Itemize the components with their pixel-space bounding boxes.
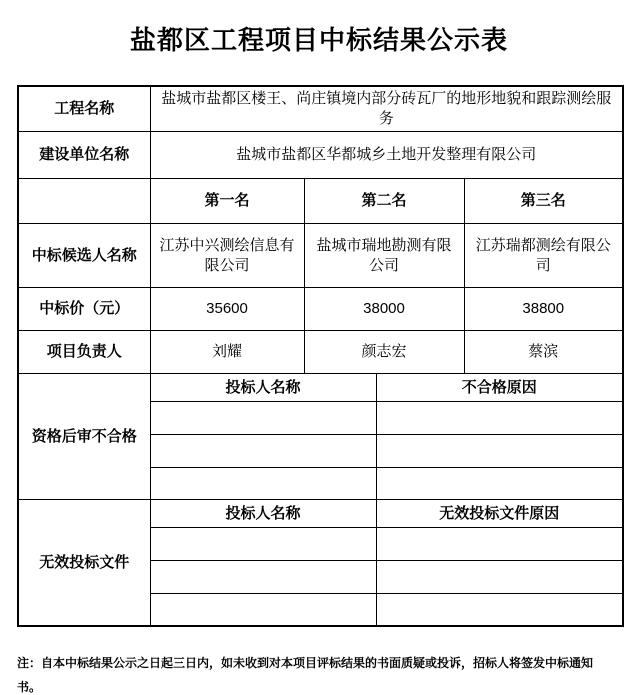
table-row (18, 500, 623, 528)
rank-header-1: 第一名 (150, 179, 304, 224)
bid-results-table (17, 85, 624, 627)
price-2: 38000 (304, 288, 464, 331)
unqualified-reason-empty-cell (376, 435, 623, 468)
table-row (18, 132, 623, 179)
unqualified-reason-empty-cell (376, 402, 623, 435)
rank-header-2: 第二名 (304, 179, 464, 224)
price-1: 35600 (150, 288, 304, 331)
unqualified-bidder-empty-cell (150, 468, 376, 500)
table-row (18, 288, 623, 331)
invalid-reason-empty-cell (376, 561, 623, 594)
invalid-reason-header: 无效投标文件原因 (376, 500, 623, 528)
project-name-value: 盐城市盐都区楼王、尚庄镇境内部分砖瓦厂的地形地貌和跟踪测绘服务 (150, 86, 623, 132)
invalid-reason-empty-cell (376, 528, 623, 561)
table-row (18, 374, 623, 402)
rank-header-3: 第三名 (464, 179, 623, 224)
table-row (18, 179, 623, 224)
unqualified-section-label: 资格后审不合格 (18, 374, 150, 500)
footnote: 注：自本中标结果公示之日起三日内，如未收到对本项目评标结果的书面质疑或投诉，招标人将签发中标通知书。 (17, 655, 594, 694)
invalid-bidder-header: 投标人名称 (150, 500, 376, 528)
invalid-bidder-empty-cell (150, 528, 376, 561)
leader-3: 蔡滨 (464, 331, 623, 374)
price-3: 38800 (464, 288, 623, 331)
unqualified-reason-header: 不合格原因 (376, 374, 623, 402)
project-name-label: 工程名称 (18, 86, 150, 132)
unqualified-bidder-empty-cell (150, 402, 376, 435)
owner-name-value: 盐城市盐都区华都城乡土地开发整理有限公司 (150, 132, 623, 179)
page-title: 盐都区工程项目中标结果公示表 (129, 25, 508, 55)
invalid-bidder-empty-cell (150, 594, 376, 626)
unqualified-bidder-empty-cell (150, 435, 376, 468)
owner-name-label: 建设单位名称 (18, 132, 150, 179)
invalid-bidder-empty-cell (150, 561, 376, 594)
unqualified-bidder-header: 投标人名称 (150, 374, 376, 402)
rank-empty-cell (18, 179, 150, 224)
table-row (18, 331, 623, 374)
table-row (18, 86, 623, 132)
candidate-2: 盐城市瑞地勘测有限公司 (304, 224, 464, 288)
leader-1: 刘耀 (150, 331, 304, 374)
leader-2: 颜志宏 (304, 331, 464, 374)
table-row (18, 224, 623, 288)
leader-label: 项目负责人 (18, 331, 150, 374)
unqualified-reason-empty-cell (376, 468, 623, 500)
candidate-3: 江苏瑞都测绘有限公司 (464, 224, 623, 288)
price-label: 中标价（元） (18, 288, 150, 331)
invalid-reason-empty-cell (376, 594, 623, 626)
candidate-1: 江苏中兴测绘信息有限公司 (150, 224, 304, 288)
invalid-section-label: 无效投标文件 (18, 500, 150, 626)
candidates-label: 中标候选人名称 (18, 224, 150, 288)
